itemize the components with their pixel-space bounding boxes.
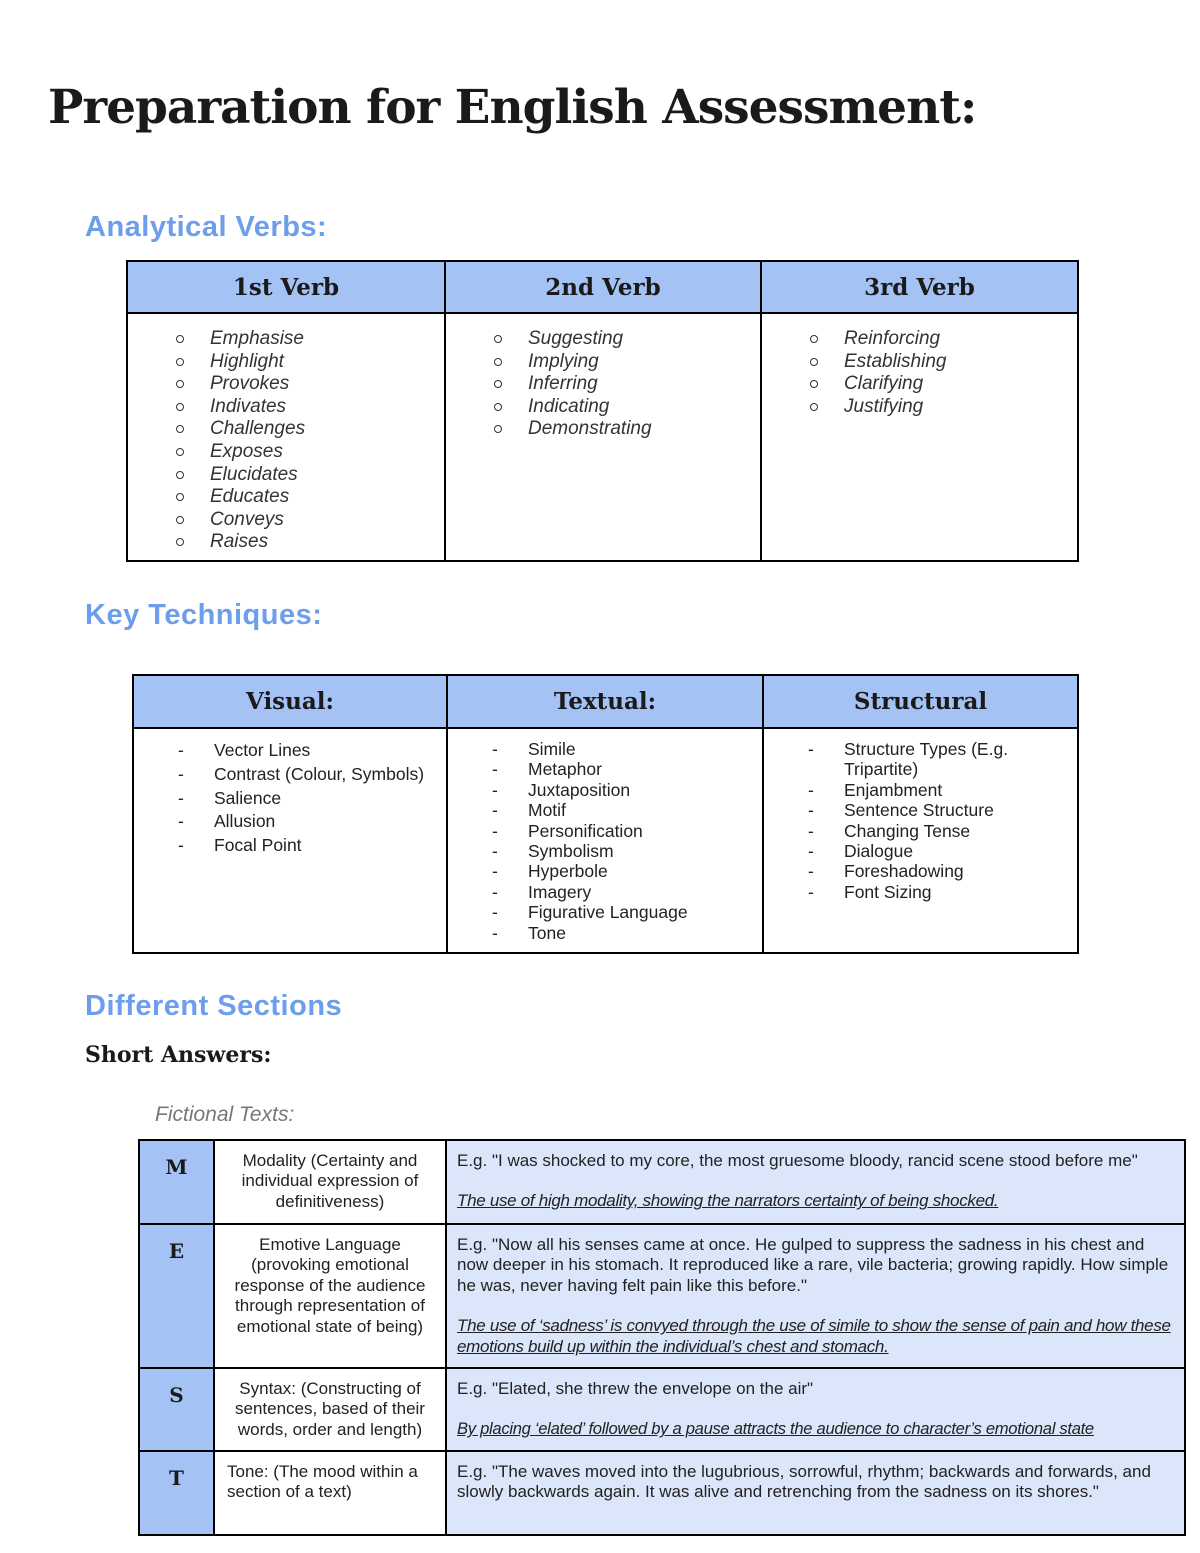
table-row <box>139 1140 1185 1224</box>
list-item: - Enjambment <box>808 780 1017 800</box>
list-item: - Allusion <box>178 810 446 834</box>
mest-example-cell <box>446 1140 1185 1224</box>
different-sections-heading: Different Sections <box>85 990 343 1022</box>
verbs-col-1 <box>127 313 445 561</box>
mest-letter: M <box>139 1140 214 1224</box>
list-item: - Vector Lines <box>178 739 446 763</box>
list-item: - Imagery <box>492 882 762 902</box>
list-item: - Salience <box>178 787 446 811</box>
table-row <box>139 1451 1185 1535</box>
verbs-header-2: 2nd Verb <box>445 261 761 313</box>
list-item: - Metaphor <box>492 759 762 779</box>
page-title: Preparation for English Assessment: <box>48 80 977 135</box>
list-item: Conveys <box>176 509 444 532</box>
verbs-header-1: 1st Verb <box>127 261 445 313</box>
techniques-header-visual: Visual: <box>133 675 447 728</box>
mest-letter: S <box>139 1368 214 1451</box>
list-item: Demonstrating <box>494 418 760 441</box>
verbs-col-2 <box>445 313 761 561</box>
list-item: Highlight <box>176 351 444 374</box>
list-item: Clarifying <box>810 373 1077 396</box>
mest-analysis: By placing ‘elated’ followed by a pause attracts the audience to character’s emotional state <box>457 1419 1094 1439</box>
techniques-header-structural: Structural <box>763 675 1078 728</box>
mest-letter: T <box>139 1451 214 1535</box>
mest-example-cell <box>446 1451 1185 1535</box>
list-item: - Juxtaposition <box>492 780 762 800</box>
verbs-header-3: 3rd Verb <box>761 261 1078 313</box>
list-item: - Changing Tense <box>808 821 1017 841</box>
mest-description: Tone: (The mood within a section of a text) <box>214 1451 446 1535</box>
mest-example: E.g. "I was shocked to my core, the most gruesome bloody, rancid scene stood before me" <box>457 1151 1138 1170</box>
list-item: Elucidates <box>176 464 444 487</box>
list-item: - Structure Types (E.g. Tripartite) <box>808 739 1017 780</box>
list-item: - Focal Point <box>178 834 446 858</box>
list-item: - Sentence Structure <box>808 800 1017 820</box>
techniques-col-visual <box>133 728 447 953</box>
list-item: - Symbolism <box>492 841 762 861</box>
analytical-verbs-heading: Analytical Verbs: <box>85 211 328 243</box>
mest-letter: E <box>139 1224 214 1368</box>
list-item: Provokes <box>176 373 444 396</box>
list-item: Reinforcing <box>810 328 1077 351</box>
techniques-table <box>132 674 1079 954</box>
list-item: - Font Sizing <box>808 882 1017 902</box>
table-row <box>139 1368 1185 1451</box>
list-item: - Figurative Language <box>492 902 762 922</box>
mest-description: Syntax: (Constructing of sentences, based of their words, order and length) <box>214 1368 446 1451</box>
mest-example-cell <box>446 1224 1185 1368</box>
mest-example: E.g. "The waves moved into the lugubrious, sorrowful, rhythm; backwards and forwards, and slowly backwards again. It was alive and retrenching from the sadness on its shores." <box>457 1462 1151 1502</box>
list-item: - Tone <box>492 923 762 943</box>
techniques-col-textual <box>447 728 763 953</box>
list-item: Indivates <box>176 396 444 419</box>
mest-example: E.g. "Now all his senses came at once. He gulped to suppress the sadness in his chest and now deeper in his stomach. It reproduced like a rare, vile bacteria; growing rapidly. How simple he was, never having felt pain like this before." <box>457 1235 1169 1295</box>
list-item: - Foreshadowing <box>808 861 1017 881</box>
mest-description: Modality (Certainty and individual expression of definitiveness) <box>214 1140 446 1224</box>
list-item: Raises <box>176 531 444 554</box>
verbs-col-3 <box>761 313 1078 561</box>
list-item: - Personification <box>492 821 762 841</box>
list-item: Challenges <box>176 418 444 441</box>
mest-example: E.g. "Elated, she threw the envelope on the air" <box>457 1379 814 1398</box>
verbs-table <box>126 260 1079 562</box>
list-item: - Simile <box>492 739 762 759</box>
fictional-texts-label: Fictional Texts: <box>155 1103 295 1126</box>
list-item: Educates <box>176 486 444 509</box>
list-item: Suggesting <box>494 328 760 351</box>
list-item: Exposes <box>176 441 444 464</box>
mest-analysis: The use of high modality, showing the narrators certainty of being shocked. <box>457 1191 999 1211</box>
mest-example-cell <box>446 1368 1185 1451</box>
list-item: Establishing <box>810 351 1077 374</box>
mest-analysis: The use of ‘sadness’ is convyed through the use of simile to show the sense of pain and how these emotions build up within the individual’s chest and stomach. <box>457 1316 1171 1356</box>
list-item: Indicating <box>494 396 760 419</box>
list-item: - Hyperbole <box>492 861 762 881</box>
techniques-header-textual: Textual: <box>447 675 763 728</box>
list-item: - Dialogue <box>808 841 1017 861</box>
mest-description: Emotive Language (provoking emotional response of the audience through representation of emotional state of being) <box>214 1224 446 1368</box>
list-item: Justifying <box>810 396 1077 419</box>
list-item: Emphasise <box>176 328 444 351</box>
list-item: - Motif <box>492 800 762 820</box>
key-techniques-heading: Key Techniques: <box>85 599 323 631</box>
short-answers-heading: Short Answers: <box>85 1042 272 1068</box>
table-row <box>139 1224 1185 1368</box>
list-item: Inferring <box>494 373 760 396</box>
techniques-col-structural <box>763 728 1078 953</box>
mest-table <box>138 1139 1186 1536</box>
list-item: Implying <box>494 351 760 374</box>
list-item: - Contrast (Colour, Symbols) <box>178 763 446 787</box>
